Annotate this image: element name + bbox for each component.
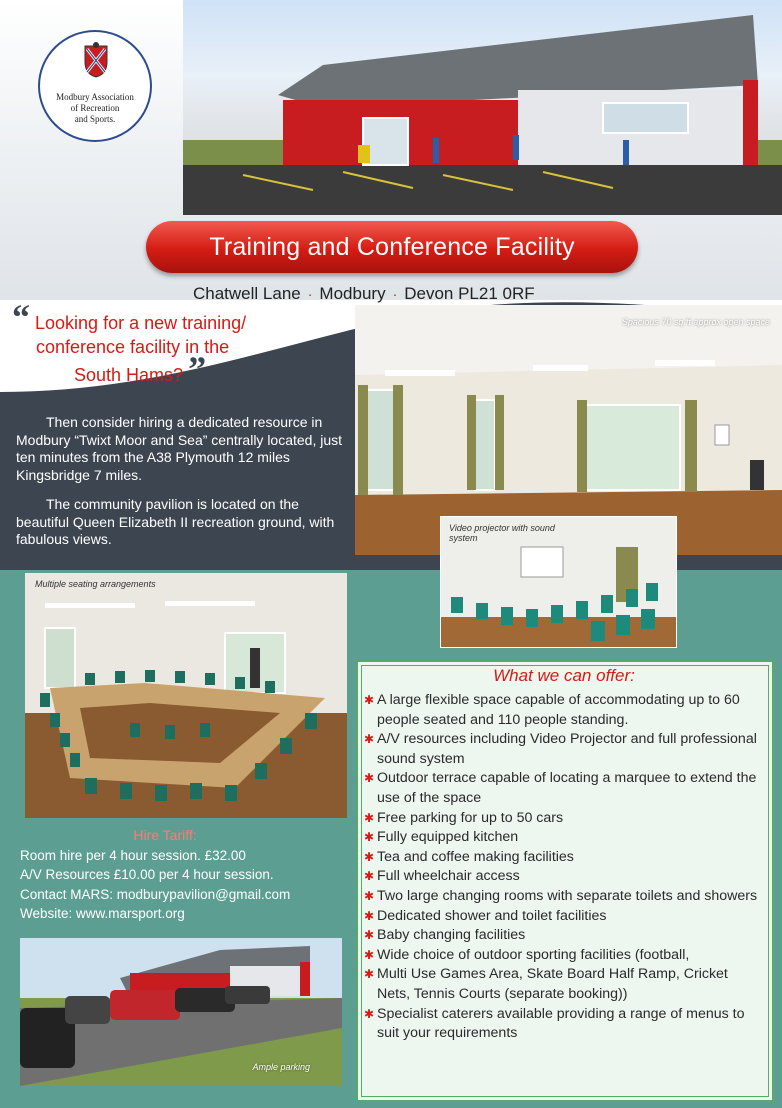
intro-text <box>16 414 346 561</box>
list-item <box>364 946 764 966</box>
photo-caption: Multiple seating arrangements <box>35 579 156 589</box>
list-item <box>364 828 764 848</box>
tariff-room-hire: Room hire per 4 hour session. £32.00 <box>20 847 246 863</box>
red-star-bullet-icon: ✱ <box>364 1006 375 1021</box>
mars-logo <box>38 30 152 142</box>
quote-text: South Hams? <box>74 365 184 385</box>
list-item <box>364 730 764 769</box>
offer-item-text: Free parking for up to 50 cars <box>377 809 564 826</box>
tariff-website: Website: www.marsport.org <box>20 906 185 921</box>
logo-line: Modbury Association <box>56 92 134 102</box>
address-town: Modbury <box>319 284 386 303</box>
open-quote-icon: “ <box>12 297 30 337</box>
list-item <box>364 691 764 730</box>
offer-title: What we can offer: <box>493 666 635 685</box>
photo-caption: Spacious 70 sq ft approx open space <box>621 317 770 327</box>
offer-item-text: Dedicated shower and toilet facilities <box>377 907 607 924</box>
tariff-title: Hire Tariff: <box>133 827 197 843</box>
seating-photo <box>25 573 347 818</box>
offer-item-text: Two large changing rooms with separate toilets and showers <box>377 887 758 904</box>
red-star-bullet-icon: ✱ <box>364 693 375 707</box>
address-county-postcode: Devon PL21 0RF <box>404 284 535 303</box>
list-item <box>364 965 764 1004</box>
photo-caption: Ample parking <box>252 1062 310 1072</box>
pavilion-exterior-photo <box>183 0 782 215</box>
hire-tariff <box>20 826 350 924</box>
red-star-bullet-icon: ✱ <box>364 830 375 845</box>
list-item <box>364 926 764 946</box>
offer-item-text: Wide choice of outdoor sporting facilities (football, <box>377 946 690 963</box>
list-item <box>364 809 764 829</box>
intro-paragraph: The community pavilion is located on the beautiful Queen Elizabeth II recreation ground, with fabulous views. <box>16 496 335 547</box>
offer-item-text: A/V resources including Video Projector and full professional sound system <box>377 731 757 767</box>
red-star-bullet-icon: ✱ <box>364 908 375 923</box>
logo-name <box>40 92 150 125</box>
offer-item-text: Fully equipped kitchen <box>377 829 519 846</box>
red-star-bullet-icon: ✱ <box>364 947 375 962</box>
red-star-bullet-icon: ✱ <box>364 810 375 825</box>
list-item <box>364 1005 764 1044</box>
page-title: Training and Conference Facility <box>209 232 575 261</box>
list-item <box>364 848 764 868</box>
seating-illustration <box>25 573 347 818</box>
offer-item-text: Outdoor terrace capable of locating a marquee to extend the use of the space <box>377 770 757 806</box>
list-item <box>364 887 764 907</box>
intro-quote <box>12 297 312 389</box>
crest-icon <box>83 42 109 78</box>
pavilion-exterior-illustration <box>183 0 782 215</box>
close-quote-icon: ” <box>188 349 207 389</box>
title-banner <box>146 221 638 273</box>
intro-paragraph: Then consider hiring a dedicated resource in Modbury “Twixt Moor and Sea” centrally located, just ten minutes from the A38 Plymouth 12 miles Kingsbridge 7 miles. <box>16 414 343 483</box>
red-star-bullet-icon: ✱ <box>364 928 375 943</box>
offer-item-text: Tea and coffee making facilities <box>377 848 574 865</box>
photo-caption: Video projector with sound system <box>449 523 555 543</box>
list-item <box>364 867 764 887</box>
projector-photo <box>440 516 677 648</box>
offer-item-text: Baby changing facilities <box>377 927 526 944</box>
parking-photo <box>20 938 342 1086</box>
list-item <box>364 907 764 927</box>
address-street: Chatwell Lane <box>193 284 301 303</box>
quote-text: Looking for a new training/ <box>35 313 247 333</box>
offer-list <box>364 691 764 1044</box>
red-star-bullet-icon: ✱ <box>364 888 375 903</box>
logo-line: and Sports. <box>74 114 116 124</box>
separator-dot-icon: · <box>392 286 398 302</box>
offer-item-text: A large flexible space capable of accommodating up to 60 people seated and 110 people standing. <box>377 692 740 728</box>
offer-box <box>356 660 774 1102</box>
quote-line <box>12 349 312 389</box>
quote-line <box>12 297 312 337</box>
red-star-bullet-icon: ✱ <box>364 849 375 864</box>
tariff-contact: Contact MARS: modburypavilion@gmail.com <box>20 886 291 902</box>
quote-line: conference facility in the <box>36 337 230 357</box>
red-star-bullet-icon: ✱ <box>364 967 375 982</box>
red-star-bullet-icon: ✱ <box>364 869 375 884</box>
tariff-av-resources: A/V Resources £10.00 per 4 hour session. <box>20 867 274 882</box>
offer-item-text: Specialist caterers available providing a range of menus to suit your requirements <box>377 1005 745 1042</box>
red-star-bullet-icon: ✱ <box>364 732 375 747</box>
logo-line: of Recreation <box>70 103 120 113</box>
red-star-bullet-icon: ✱ <box>364 771 375 786</box>
offer-item-text: Multi Use Games Area, Skate Board Half Ramp, Cricket Nets, Tennis Courts (separate booking)) <box>377 966 728 1002</box>
list-item <box>364 769 764 808</box>
offer-item-text: Full wheelchair access <box>377 868 520 885</box>
separator-dot-icon: · <box>307 286 313 302</box>
